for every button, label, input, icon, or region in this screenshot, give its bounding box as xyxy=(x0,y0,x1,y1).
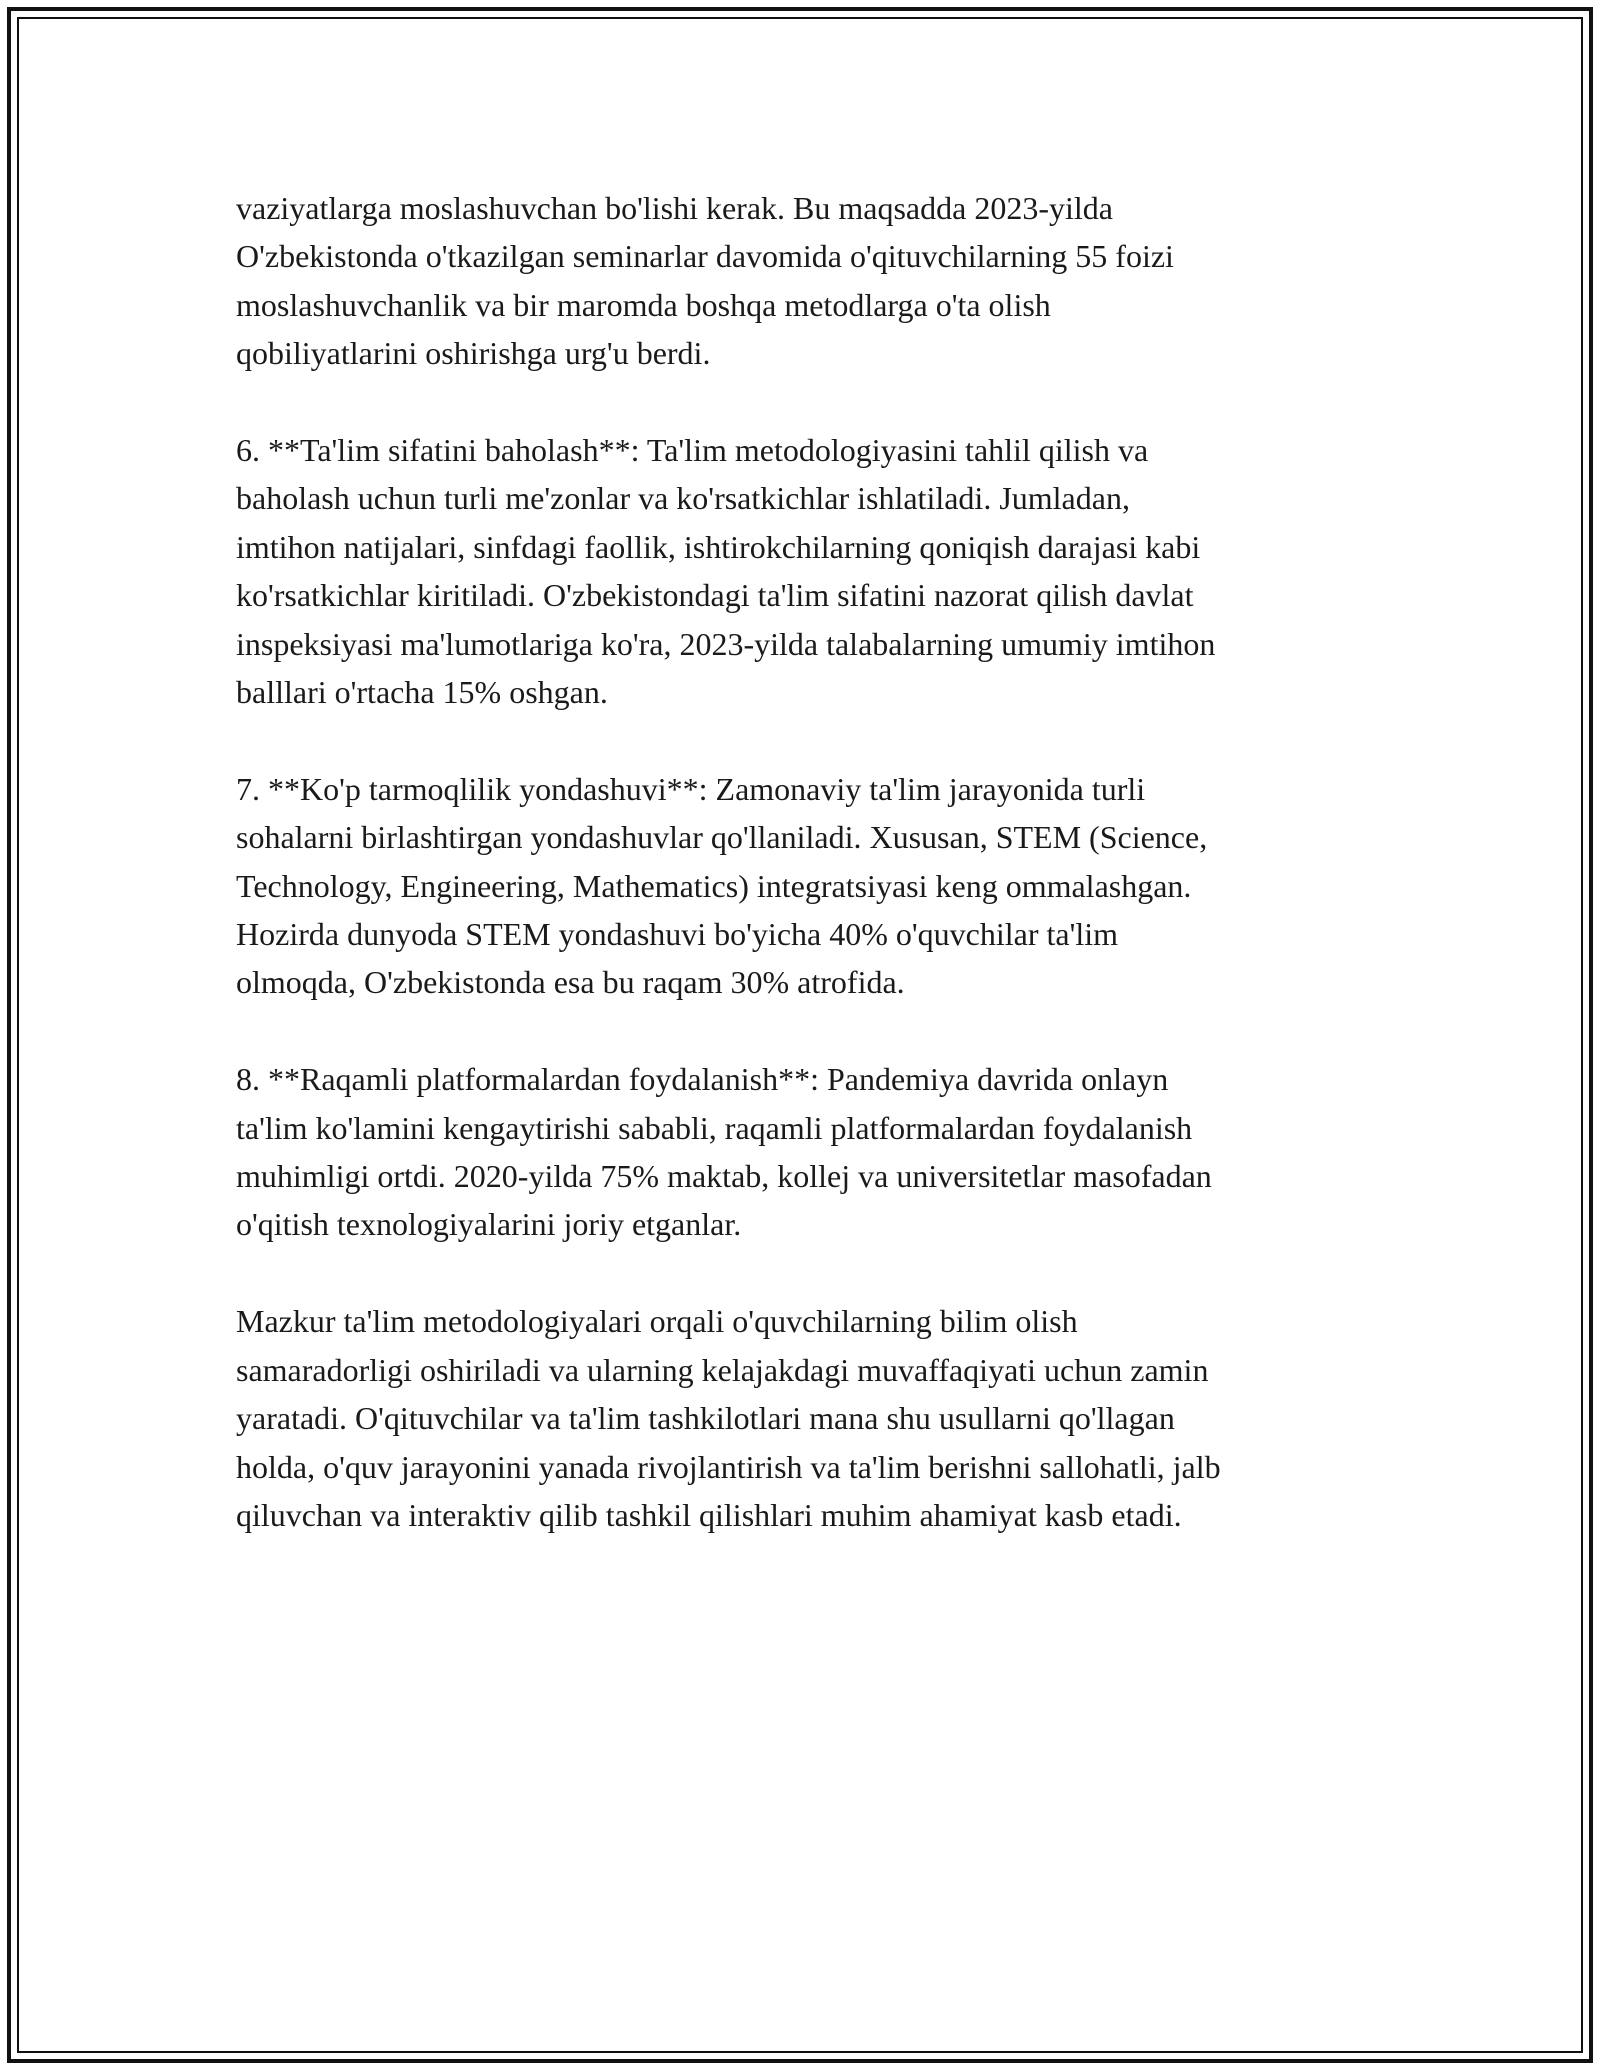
paragraph-adaptability: vaziyatlarga moslashuvchan bo'lishi kerak. Bu maqsadda 2023-yilda O'zbekistonda o'tkazilgan seminarlar davomida o'qituvchilarning 55 foizi moslashuvchanlik va bir maromda boshqa metodlarga o'ta olish qobiliyatlarini oshirishga urg'u berdi. xyxy=(236,190,1174,372)
paragraph-quality-assessment: 6. **Ta'lim sifatini baholash**: Ta'lim metodologiyasini tahlil qilish va baholash uchun turli me'zonlar va ko'rsatkichlar ishlatiladi. Jumladan, imtihon natijalari, sinfdagi faollik, ishtirokchilarning qoniqish darajasi kabi ko'rsatkichlar kiritiladi. O'zbekistondagi ta'lim sifatini nazorat qilish davlat inspeksiyasi ma'lumotlariga ko'ra, 2023-yilda talabalarning umumiy imtihon balllari o'rtacha 15% oshgan. xyxy=(236,432,1216,711)
paragraph-interdisciplinary-approach: 7. **Ko'p tarmoqlilik yondashuvi**: Zamonaviy ta'lim jarayonida turli sohalarni birlashtirgan yondashuvlar qo'llaniladi. Xususan, STEM (Science, Technology, Engineering, Mathematics) integratsiyasi keng ommalashgan. Hozirda dunyoda STEM yondashuvi bo'yicha 40% o'quvchilar ta'lim olmoqda, O'zbekistonda esa bu raqam 30% atrofida. xyxy=(236,770,1208,1001)
paragraph-conclusion: Mazkur ta'lim metodologiyalari orqali o'quvchilarning bilim olish samaradorligi oshiriladi va ularning kelajakdagi muvaffaqiyati uchun zamin yaratadi. O'qituvchilar va ta'lim tashkilotlari mana shu usullarni qo'llagan holda, o'quv jarayonini yanada rivojlantirish va ta'lim berishni sallohatli, jalb qiluvchan va interaktiv qilib tashkil qilishlari muhim ahamiyat kasb etadi. xyxy=(236,1303,1221,1533)
document-body xyxy=(236,184,1386,1588)
paragraph-digital-platforms: 8. **Raqamli platformalardan foydalanish**: Pandemiya davrida onlayn ta'lim ko'lamini kengaytirishi sababli, raqamli platformalardan foydalanish muhimligi ortdi. 2020-yilda 75% maktab, kollej va universitetlar masofadan o'qitish texnologiyalarini joriy etganlar. xyxy=(236,1061,1212,1243)
